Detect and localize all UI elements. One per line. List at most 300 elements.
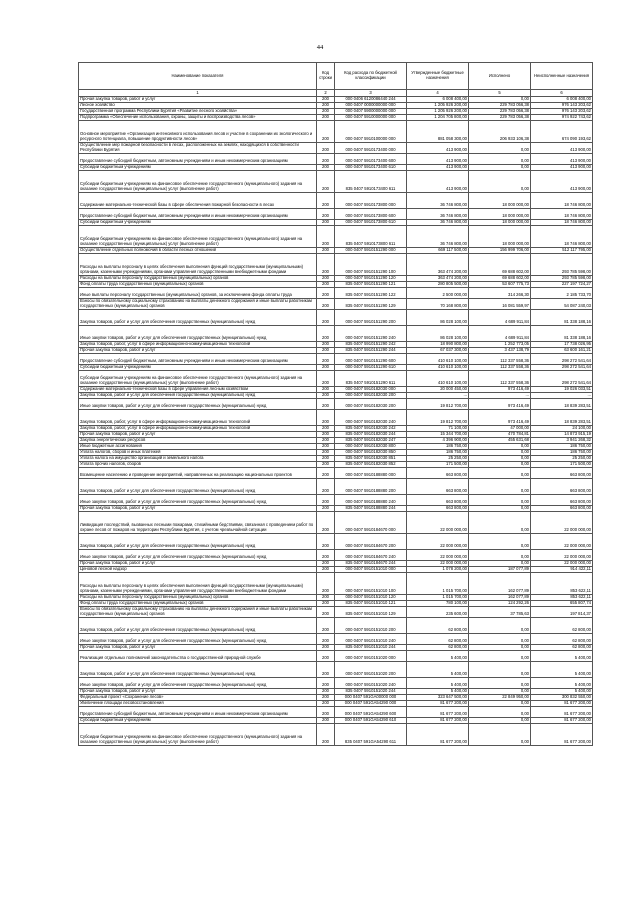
row-unexecuted: 24 100,00: [531, 426, 593, 432]
row-line-code: 200: [317, 534, 335, 550]
row-name: Предоставление субсидий бюджетным, автономным учреждениям и иным некоммерческим организациям: [79, 354, 317, 365]
row-executed: 18 000 000,00: [469, 226, 531, 248]
row-approved: 19 812 700,00: [407, 399, 469, 410]
row-budget-code: 000 0407 5910173400 000: [335, 143, 407, 154]
row-approved: 81 677 200,00: [407, 724, 469, 746]
row-name: Субсидии бюджетным учреждениям на финансовое обеспечение государственного (муниципального) задания на оказание государственных (муниципальных) услуг (выполнение работ): [79, 724, 317, 746]
row-executed: ...: [469, 393, 531, 399]
row-budget-code: 000 0407 5910173800 610: [335, 220, 407, 226]
row-unexecuted: 81 338 188,16: [531, 310, 593, 326]
row-unexecuted: 14 873 915,19: [531, 432, 593, 438]
row-line-code: 200: [317, 154, 335, 165]
row-approved: 235 600,00: [407, 607, 469, 618]
row-unexecuted: 293 785 598,00: [531, 254, 593, 276]
row-line-code: 200: [317, 707, 335, 718]
row-budget-code: 835 0407 5910182030 244: [335, 432, 407, 438]
column-number: 3: [335, 90, 407, 97]
row-unexecuted: 18 746 800,00: [531, 209, 593, 220]
row-line-code: 200: [317, 209, 335, 220]
row-executed: 229 783 056,38: [469, 109, 531, 115]
row-line-code: 200: [317, 662, 335, 678]
row-budget-code: 000 0407 5910188880 200: [335, 479, 407, 495]
row-unexecuted: 22 000 000,00: [531, 550, 593, 561]
row-budget-code: 000 0407 5910151290 000: [335, 248, 407, 254]
row-executed: 69 688 602,00: [469, 254, 531, 276]
row-line-code: 200: [317, 595, 335, 601]
row-name: Взносы по обязательному социальному страхованию на выплаты денежного содержания и иные выплаты работникам государственных (муниципальных) органов: [79, 299, 317, 310]
row-unexecuted: 54 087 240,03: [531, 299, 593, 310]
row-budget-code: 835 0407 5910188880 244: [335, 506, 407, 512]
row-name: Осуществление отдельных полномочий в области лесных отношений: [79, 248, 317, 254]
row-executed: 18 000 000,00: [469, 193, 531, 209]
row-line-code: 200: [317, 567, 335, 573]
row-executed: 0,00: [469, 561, 531, 567]
row-name: Субсидии бюджетным учреждениям на финансовое обеспечение государственного (муниципального) задания на оказание государственных (муниципальных) услуг (выполнение работ): [79, 371, 317, 387]
row-name: Лесное хозяйство: [79, 103, 317, 109]
row-approved: 15 344 700,00: [407, 432, 469, 438]
row-approved: 5 400,00: [407, 678, 469, 689]
row-approved: 1 078 200,00: [407, 567, 469, 573]
row-executed: 0,00: [469, 456, 531, 462]
row-approved: 20 000 450,00: [407, 387, 469, 393]
table-row: [79, 154, 593, 165]
row-line-code: 200: [317, 121, 335, 143]
row-approved: 1 205 926 200,00: [407, 109, 469, 115]
row-line-code: 200: [317, 299, 335, 310]
row-unexecuted: 853 622,11: [531, 573, 593, 595]
row-line-code: 200: [317, 495, 335, 506]
row-name: Субсидии бюджетным учреждениям: [79, 718, 317, 724]
row-budget-code: 835 0407 5910173800 611: [335, 226, 407, 248]
row-budget-code: 835 0407 5910151290 129: [335, 299, 407, 310]
table-row: [79, 171, 593, 193]
row-unexecuted: ...: [531, 393, 593, 399]
row-line-code: 200: [317, 438, 335, 444]
row-executed: 124 292,26: [469, 601, 531, 607]
row-unexecuted: 512 117 795,00: [531, 248, 593, 254]
row-approved: 5 400,00: [407, 651, 469, 662]
table-row: [79, 299, 593, 310]
row-executed: 0,00: [469, 645, 531, 651]
row-approved: 186 750,00: [407, 450, 469, 456]
row-unexecuted: 976 143 203,62: [531, 109, 593, 115]
row-executed: 1 252 773,05: [469, 342, 531, 348]
row-approved: 780 100,00: [407, 601, 469, 607]
row-name: Закупка товаров, работ и услуг для обеспечения государственных (муниципальных) нужд: [79, 479, 317, 495]
row-unexecuted: 974 922 743,62: [531, 115, 593, 121]
row-executed: 0,00: [469, 618, 531, 634]
row-budget-code: 835 0407 5910173400 611: [335, 171, 407, 193]
row-budget-code: 000 0407 5910184670 200: [335, 534, 407, 550]
row-approved: 25 250,00: [407, 456, 469, 462]
row-budget-code: 000 0407 5910151020 240: [335, 678, 407, 689]
row-budget-code: 000 0407 5910151290 100: [335, 254, 407, 276]
row-unexecuted: 18 746 800,00: [531, 193, 593, 209]
row-name: Субсидии бюджетным учреждениям: [79, 220, 317, 226]
row-approved: 81 677 200,00: [407, 718, 469, 724]
row-budget-code: 000 0407 5910188880 000: [335, 468, 407, 479]
row-name: Иные закупки товаров, работ и услуг для обеспечения государственных (муниципальных) нужд: [79, 399, 317, 410]
row-name: Субсидии бюджетным учреждениям на финансовое обеспечение государственного (муниципального) задания на оказание государственных (муниципальных) услуг (выполнение работ): [79, 171, 317, 193]
row-approved: 663 800,00: [407, 506, 469, 512]
row-executed: 0,00: [469, 468, 531, 479]
row-name: Ценовой лесной надзор: [79, 567, 317, 573]
row-name: Субсидии бюджетным учреждениям: [79, 165, 317, 171]
row-unexecuted: 22 000 000,00: [531, 561, 593, 567]
table-row: [79, 479, 593, 495]
row-unexecuted: 6 008 400,00: [531, 97, 593, 103]
row-budget-code: 000 0407 5910000000 000: [335, 115, 407, 121]
row-budget-code: 000 0407 5910151020 000: [335, 651, 407, 662]
row-name: Закупка товаров, работ и услуг для обеспечения государственных (муниципальных) нужд: [79, 310, 317, 326]
row-approved: 663 800,00: [407, 495, 469, 506]
row-name: Закупка товаров, работ, услуг в сфере информационно-коммуникационных технологий: [79, 426, 317, 432]
row-budget-code: 000 0407 5910182030 200: [335, 393, 407, 399]
row-unexecuted: 5 400,00: [531, 662, 593, 678]
row-unexecuted: 5 400,00: [531, 651, 593, 662]
row-line-code: 200: [317, 354, 335, 365]
row-name: Закупка товаров, работ и услуг для обеспечения государственных (муниципальных) нужд: [79, 534, 317, 550]
row-name: Закупка энергетических ресурсов: [79, 438, 317, 444]
row-budget-code: 000 0407 591GA54290 000: [335, 701, 407, 707]
row-name: Иные закупки товаров, работ и услуг для обеспечения государственных (муниципальных) нужд: [79, 326, 317, 342]
table-row: [79, 707, 593, 718]
row-budget-code: 835 0407 5910151290 242: [335, 342, 407, 348]
row-approved: 2 500 000,00: [407, 288, 469, 299]
row-line-code: 200: [317, 689, 335, 695]
row-line-code: 200: [317, 645, 335, 651]
row-line-code: 200: [317, 365, 335, 371]
row-executed: 0,00: [469, 97, 531, 103]
row-name: Реализация отдельных полномочий законодательства о государственной природной службе: [79, 651, 317, 662]
row-line-code: 200: [317, 371, 335, 387]
table-row: [79, 550, 593, 561]
row-name: Предоставление субсидий бюджетным, автономным учреждениям и иным некоммерческим организациям: [79, 707, 317, 718]
page-number: 44: [316, 44, 324, 51]
row-name: Иные выплаты персоналу государственных (муниципальных) органов, за исключением фонда оплаты труда: [79, 288, 317, 299]
row-unexecuted: 298 272 541,64: [531, 354, 593, 365]
row-approved: 62 800,00: [407, 618, 469, 634]
row-unexecuted: 18 839 283,51: [531, 399, 593, 410]
table-body: [79, 97, 593, 746]
row-name: Уплата прочих налогов, сборов: [79, 462, 317, 468]
row-unexecuted: 62 800,00: [531, 645, 593, 651]
row-executed: 455 631,68: [469, 438, 531, 444]
row-executed: 112 337 558,36: [469, 365, 531, 371]
row-budget-code: 835 0407 5910151290 121: [335, 282, 407, 288]
row-approved: 1 015 700,00: [407, 573, 469, 595]
row-executed: 973 416,49: [469, 387, 531, 393]
row-name: Предоставление субсидий бюджетным, автономным учреждениям и иным некоммерческим организациям: [79, 209, 317, 220]
row-name: Увеличение площади лесовосстановления: [79, 701, 317, 707]
table-row: [79, 209, 593, 220]
column-number-row: [79, 90, 593, 97]
row-unexecuted: 18 746 800,00: [531, 226, 593, 248]
row-unexecuted: 17 738 026,95: [531, 342, 593, 348]
table-row: [79, 354, 593, 365]
row-unexecuted: 81 677 200,00: [531, 701, 593, 707]
row-line-code: 200: [317, 618, 335, 634]
row-approved: 4 396 900,00: [407, 438, 469, 444]
row-budget-code: 835 0407 5910151290 122: [335, 288, 407, 299]
row-name: Взносы по обязательному социальному страхованию на выплаты денежного содержания и иные выплаты работникам государственных (муниципальных) органов: [79, 607, 317, 618]
row-approved: 70 168 800,00: [407, 299, 469, 310]
row-line-code: 200: [317, 165, 335, 171]
row-line-code: 200: [317, 109, 335, 115]
row-executed: 18 000 000,00: [469, 220, 531, 226]
column-number: 4: [407, 90, 469, 97]
row-unexecuted: 413 900,00: [531, 171, 593, 193]
row-line-code: 200: [317, 601, 335, 607]
row-line-code: 200: [317, 724, 335, 746]
row-budget-code: 000 0407 5910151020 200: [335, 662, 407, 678]
row-name: Расходы на выплаты персоналу государственных (муниципальных) органов: [79, 276, 317, 282]
row-approved: 323 647 500,00: [407, 695, 469, 701]
table-row: [79, 121, 593, 143]
row-budget-code: 000 0407 5910173800 600: [335, 209, 407, 220]
row-approved: 363 474 200,00: [407, 254, 469, 276]
row-line-code: 200: [317, 410, 335, 426]
row-approved: ...: [407, 393, 469, 399]
row-line-code: 200: [317, 607, 335, 618]
row-budget-code: 000 0407 5910188880 240: [335, 495, 407, 506]
row-approved: 36 746 800,00: [407, 226, 469, 248]
table-row: [79, 651, 593, 662]
row-line-code: 200: [317, 248, 335, 254]
row-executed: 69 688 602,00: [469, 276, 531, 282]
table-row: [79, 678, 593, 689]
row-line-code: 200: [317, 479, 335, 495]
row-name: Подпрограмма «Обеспечение использования, охраны, защиты и воспроизводства лесов»: [79, 115, 317, 121]
row-approved: 1 204 705 800,00: [407, 115, 469, 121]
row-name: Фонд оплаты труда государственных (муниципальных) органов: [79, 282, 317, 288]
row-unexecuted: 300 832 550,00: [531, 695, 593, 701]
row-executed: 973 416,49: [469, 410, 531, 426]
row-executed: 187 077,89: [469, 567, 531, 573]
table-row: [79, 226, 593, 248]
row-name: Уплата налогов, сборов и иных платежей: [79, 450, 317, 456]
row-budget-code: 835 0407 591GA54290 611: [335, 724, 407, 746]
table-row: [79, 468, 593, 479]
row-approved: 410 610 100,00: [407, 371, 469, 387]
row-approved: 413 900,00: [407, 154, 469, 165]
row-name: Субсидии бюджетным учреждениям: [79, 365, 317, 371]
row-approved: 413 900,00: [407, 143, 469, 154]
row-line-code: 200: [317, 718, 335, 724]
row-budget-code: 835 0407 5910182030 242: [335, 426, 407, 432]
row-line-code: 200: [317, 550, 335, 561]
row-approved: 22 000 000,00: [407, 512, 469, 534]
row-name: Субсидии бюджетным учреждениям на финансовое обеспечение государственного (муниципального) задания на оказание государственных (муниципальных) услуг (выполнение работ): [79, 226, 317, 248]
row-budget-code: 000 0406 6120086440 244: [335, 97, 407, 103]
table-row: [79, 573, 593, 595]
row-unexecuted: 298 272 541,64: [531, 371, 593, 387]
row-approved: 5 400,00: [407, 662, 469, 678]
row-name: Расходы на выплаты персоналу государственных (муниципальных) органов: [79, 595, 317, 601]
header-executed: Исполнено: [469, 63, 531, 90]
table-row: [79, 495, 593, 506]
row-approved: 86 028 100,00: [407, 310, 469, 326]
table-row: [79, 371, 593, 387]
row-unexecuted: 186 750,00: [531, 444, 593, 450]
row-executed: 0,00: [469, 462, 531, 468]
row-unexecuted: 663 800,00: [531, 506, 593, 512]
table-row: [79, 193, 593, 209]
header-name: Наименование показателя: [79, 63, 317, 90]
row-line-code: 200: [317, 512, 335, 534]
row-name: Закупка товаров, работ и услуг для обеспечения государственных (муниципальных) нужд: [79, 618, 317, 634]
row-name: Ликвидация последствий, вызванных лесными пожарами, стихийными бедствиями, связанная с проведением работ по охране лесов от пожаров на территории Республики Бурятия, с учетом чрезвычайной ситуации: [79, 512, 317, 534]
row-executed: 16 081 559,97: [469, 299, 531, 310]
row-name: Закупка товаров, работ и услуг для обеспечения государственных (муниципальных) нужд: [79, 393, 317, 399]
row-budget-code: 000 0407 5910173400 600: [335, 154, 407, 165]
row-budget-code: 000 0407 5910173400 610: [335, 165, 407, 171]
table-row: [79, 618, 593, 634]
row-executed: 229 783 056,38: [469, 103, 531, 109]
row-executed: 0,00: [469, 479, 531, 495]
row-executed: 0,00: [469, 634, 531, 645]
row-name: Государственная программа Республики Бурятия «Развитие лесного хозяйства»: [79, 109, 317, 115]
table-row: [79, 662, 593, 678]
row-line-code: 200: [317, 432, 335, 438]
row-unexecuted: 663 800,00: [531, 495, 593, 506]
row-budget-code: 000 0407 5910151010 200: [335, 618, 407, 634]
row-executed: 4 689 911,84: [469, 326, 531, 342]
row-unexecuted: 674 090 193,62: [531, 121, 593, 143]
row-unexecuted: 413 900,00: [531, 143, 593, 154]
row-approved: 19 812 700,00: [407, 410, 469, 426]
row-budget-code: 000 0407 0000000000 000: [335, 103, 407, 109]
row-budget-code: 000 0407 591GA54290 600: [335, 707, 407, 718]
row-executed: 0,00: [469, 662, 531, 678]
row-name: Содержание материально-технической базы в сфере обеспечения пожарной безопасности в лесах: [79, 193, 317, 209]
row-approved: 86 028 100,00: [407, 326, 469, 342]
row-unexecuted: 853 622,11: [531, 595, 593, 601]
row-budget-code: 000 0407 5910173800 000: [335, 193, 407, 209]
row-budget-code: 835 0407 5910182030 851: [335, 456, 407, 462]
column-number: 2: [317, 90, 335, 97]
row-budget-code: 000 0407 5910100000 000: [335, 121, 407, 143]
row-unexecuted: 18 746 800,00: [531, 220, 593, 226]
row-budget-code: 000 0407 5900000000 000: [335, 109, 407, 115]
row-unexecuted: 914 422,11: [531, 567, 593, 573]
row-executed: 0,00: [469, 689, 531, 695]
row-unexecuted: 25 250,00: [531, 456, 593, 462]
row-name: Прочая закупка товаров, работ и услуг: [79, 348, 317, 354]
row-line-code: 200: [317, 288, 335, 299]
row-executed: 0,00: [469, 651, 531, 662]
row-line-code: 200: [317, 444, 335, 450]
row-unexecuted: 81 677 200,00: [531, 724, 593, 746]
row-line-code: 200: [317, 634, 335, 645]
table-row: [79, 512, 593, 534]
row-line-code: 200: [317, 393, 335, 399]
row-executed: 0,00: [469, 450, 531, 456]
row-line-code: 200: [317, 506, 335, 512]
row-budget-code: 000 0407 5910182030 200: [335, 399, 407, 410]
row-executed: 0,00: [469, 154, 531, 165]
row-unexecuted: 3 941 268,32: [531, 438, 593, 444]
row-unexecuted: 413 900,00: [531, 165, 593, 171]
row-name: Основное мероприятие «Организация интенсивного использования лесов и участие в сохранении их экологического и ресурсного потенциала, повышение продуктивности лесов»: [79, 121, 317, 143]
row-line-code: 200: [317, 171, 335, 193]
row-unexecuted: 81 677 200,00: [531, 718, 593, 724]
row-line-code: 200: [317, 348, 335, 354]
budget-execution-table: [78, 62, 593, 746]
row-approved: 1 205 926 200,00: [407, 103, 469, 109]
row-name: Уплата налога на имущество организаций и земельного налога: [79, 456, 317, 462]
row-approved: 81 677 200,00: [407, 707, 469, 718]
row-name: Федеральный проект «Сохранение лесов»: [79, 695, 317, 701]
row-approved: 62 800,00: [407, 634, 469, 645]
row-approved: 18 990 800,00: [407, 342, 469, 348]
row-line-code: 200: [317, 103, 335, 109]
row-name: Расходы на выплаты персоналу в целях обеспечения выполнения функций государственными (муниципальными) органами, казенными учреждениями, органами управления государственными внебюджетными фондами: [79, 573, 317, 595]
row-unexecuted: 81 677 200,00: [531, 707, 593, 718]
row-line-code: 200: [317, 462, 335, 468]
row-approved: 22 000 000,00: [407, 550, 469, 561]
row-unexecuted: 976 143 203,62: [531, 103, 593, 109]
row-budget-code: 000 0407 5910184670 240: [335, 550, 407, 561]
row-name: Иные закупки товаров, работ и услуг для обеспечения государственных (муниципальных) нужд: [79, 495, 317, 506]
row-executed: 0,00: [469, 165, 531, 171]
row-budget-code: 000 0407 5910182030 850: [335, 450, 407, 456]
row-line-code: 200: [317, 651, 335, 662]
row-name: Фонд оплаты труда государственных (муниципальных) органов: [79, 601, 317, 607]
row-executed: 18 000 000,00: [469, 209, 531, 220]
row-approved: 36 746 800,00: [407, 220, 469, 226]
table-row: [79, 254, 593, 276]
table-row: [79, 607, 593, 618]
row-approved: 280 805 500,00: [407, 282, 469, 288]
row-name: Прочая закупка товаров, работ и услуг: [79, 432, 317, 438]
row-budget-code: 000 0407 5910151290 120: [335, 276, 407, 282]
row-executed: 3 437 138,79: [469, 348, 531, 354]
row-line-code: 200: [317, 695, 335, 701]
row-name: Иные закупки товаров, работ и услуг для обеспечения государственных (муниципальных) нужд: [79, 678, 317, 689]
row-name: Расходы на выплаты персоналу в целях обеспечения выполнения функций государственными (муниципальными) органами, казенными учреждениями, органами управления государственными внебюджетными фондами: [79, 254, 317, 276]
row-approved: 663 800,00: [407, 479, 469, 495]
row-approved: 663 800,00: [407, 468, 469, 479]
row-unexecuted: 655 807,74: [531, 601, 593, 607]
row-line-code: 200: [317, 115, 335, 121]
row-line-code: 200: [317, 282, 335, 288]
row-line-code: 200: [317, 310, 335, 326]
row-unexecuted: 19 026 033,51: [531, 387, 593, 393]
row-unexecuted: 293 785 598,00: [531, 276, 593, 282]
row-name: Иные бюджетные ассигнования: [79, 444, 317, 450]
row-line-code: 200: [317, 701, 335, 707]
row-unexecuted: 227 197 724,27: [531, 282, 593, 288]
row-budget-code: 835 0407 5910151010 121: [335, 601, 407, 607]
row-line-code: 200: [317, 276, 335, 282]
row-approved: 81 677 200,00: [407, 701, 469, 707]
row-unexecuted: 81 338 188,16: [531, 326, 593, 342]
row-executed: 162 077,89: [469, 573, 531, 595]
row-budget-code: 835 0407 5910151010 244: [335, 645, 407, 651]
row-unexecuted: 18 839 283,51: [531, 410, 593, 426]
row-executed: 156 999 706,00: [469, 248, 531, 254]
row-executed: 973 416,49: [469, 399, 531, 410]
row-approved: 413 900,00: [407, 165, 469, 171]
table-row: [79, 534, 593, 550]
table-row: [79, 326, 593, 342]
row-approved: 6 008 400,00: [407, 97, 469, 103]
row-approved: 881 058 300,00: [407, 121, 469, 143]
row-unexecuted: 62 800,00: [531, 634, 593, 645]
row-approved: 171 500,00: [407, 462, 469, 468]
row-executed: 22 849 950,00: [469, 695, 531, 701]
